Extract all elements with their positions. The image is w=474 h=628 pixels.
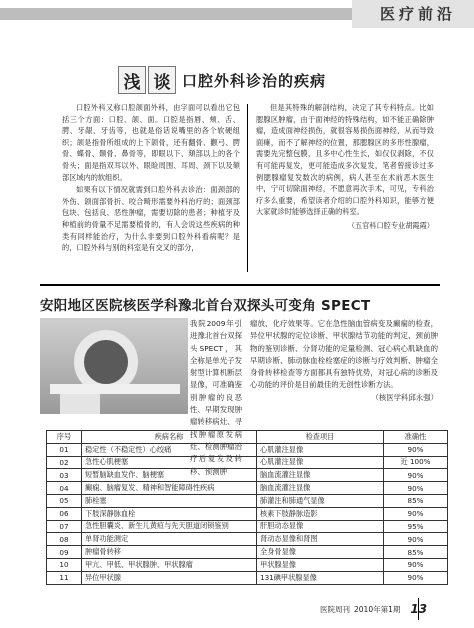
table-header-row bbox=[47, 431, 448, 444]
table-row bbox=[47, 507, 448, 520]
table-cell: 肿瘤骨转移 bbox=[82, 546, 257, 559]
table-cell: 90% bbox=[384, 558, 448, 571]
table-header-cell: 疾病名称 bbox=[82, 431, 257, 444]
news-intro-top bbox=[190, 318, 242, 476]
table-cell: 癫痫、脑瘤复发、精神和智能障碍性疾病 bbox=[82, 482, 257, 495]
news-headline: 安阳地区医院核医学科豫北首台双探头可变角 SPECT bbox=[40, 298, 371, 314]
table-cell: 心肌灌注显像 bbox=[257, 443, 384, 456]
table-row bbox=[47, 558, 448, 571]
table-cell: 稳定性（不稳定性）心绞痛 bbox=[82, 443, 257, 456]
table-cell: 05 bbox=[47, 494, 82, 507]
table-cell: 10 bbox=[47, 558, 82, 571]
table-cell: 90% bbox=[384, 482, 448, 495]
table-cell: 肺灌注和肺通气显像 bbox=[257, 494, 384, 507]
table-cell: 11 bbox=[47, 571, 82, 584]
table-cell: 短暂脑缺血发作、脑梗塞 bbox=[82, 469, 257, 482]
table-cell: 近 100% bbox=[384, 456, 448, 469]
table-cell: 07 bbox=[47, 520, 82, 533]
column-divider bbox=[247, 104, 248, 272]
section-title: 医疗前沿 bbox=[379, 5, 456, 23]
news-intro: 我院2009年引进豫北首台双探头SPECT，其全称是单光子发射型计算机断层显像，可准确鉴别肿瘤的良恶性、早期发现肿瘤转移病灶、寻找肿瘤原发病灶、检测肿瘤治疗后复发及转移、预测肿 bbox=[190, 319, 242, 476]
title-lead-char-1: 浅 bbox=[118, 66, 146, 94]
table-cell: 04 bbox=[47, 482, 82, 495]
table-cell: 异位甲状腺 bbox=[82, 571, 257, 584]
table-cell: 急性胆囊炎、新生儿黄疸与先天胆道闭锁鉴别 bbox=[82, 520, 257, 533]
table-cell: 心肌灌注显像 bbox=[257, 456, 384, 469]
table-row bbox=[47, 469, 448, 482]
table-cell: 90% bbox=[384, 469, 448, 482]
table-row bbox=[47, 571, 448, 584]
news-right-column bbox=[250, 318, 438, 404]
title-rest: 口腔外科诊治的疾病 bbox=[182, 71, 327, 90]
table-cell: 肺栓塞 bbox=[82, 494, 257, 507]
table-cell: 下肢深静脉血栓 bbox=[82, 507, 257, 520]
table-cell: 08 bbox=[47, 533, 82, 546]
table-row bbox=[47, 546, 448, 559]
table-cell: 肾动态显像和肾图 bbox=[257, 533, 384, 546]
spect-photo bbox=[40, 318, 188, 414]
table-header-cell: 检查项目 bbox=[257, 431, 384, 444]
header-bar bbox=[0, 0, 474, 28]
table-cell: 全身骨显像 bbox=[257, 546, 384, 559]
news-continuation: 瘤放、化疗效果等。它在急性脑血管病变及癫痫的检查，异位甲状腺的定位诊断、甲状腺结节功能的判定、颈前肿物的鉴别诊断、分肾功能的定量检测、冠心病心肌缺血的早期诊断、肺动脉血栓栓塞症的诊断与疗效判断、肿瘤全身骨转移检查等方面都具有独特优势，对冠心病的诊断及心功能的评价是目前最佳的无创性诊断方法。 bbox=[250, 319, 438, 390]
table-row bbox=[47, 482, 448, 495]
table-row bbox=[47, 443, 448, 456]
journal-name: 医院周刊 bbox=[320, 604, 350, 614]
table-cell: 06 bbox=[47, 507, 82, 520]
news-source: （核医学科邱永强） bbox=[371, 392, 438, 402]
article-paragraph: 口腔外科又称口腔颌面外科，由字面可以看出它包括三个方面：口腔、颌、面。口腔是指唇、颊、舌、腭、牙龈、牙齿等，也就是俗话说嘴里的各个软硬组织；颌是指骨所组成的上下颌骨，还有翻骨、颧弓、腭骨、蝶骨、颞骨、鼻骨等，即眼以下、頦部以上的各个骨头；面是指双耳以外、眼睑周围、耳周、颈下以及頦部区域内的软组织。 bbox=[62, 103, 240, 182]
table-cell: 85% bbox=[384, 546, 448, 559]
scanner-bed bbox=[50, 384, 180, 394]
article-paragraph: 但是其特殊的解剖结构，决定了其专科特点。比如腮腺区肿瘤，由于面神经的特殊结构，如不能正确除肿瘤，造成面神经损伤，就很容易损伤面神经，从而导致面瘫，而不了解神经的位置，那腮腺区的多形性腺瘤，需要先完整包膜，且多中心性生长，如仅仅剥除，不仅有可能再复发，更可能造成多次复发，笔者曾接诊过多例腮腺瘤复发数次的病例，病人甚至在术前恶木医生中，宁可切除面神经，不愿意再次手术，可见，专科治疗多么重要，希望读者介绍的口腔外科知识，能够方便大家就诊时能够选择正确的科室。 bbox=[256, 103, 434, 217]
diagnosis-table bbox=[46, 430, 448, 585]
table-cell: 脑血流灌注显像 bbox=[257, 482, 384, 495]
table-cell: 03 bbox=[47, 469, 82, 482]
title-lead-char-2: 谈 bbox=[148, 66, 176, 94]
article-source: （五官科口腔专业胡霞霞） bbox=[347, 220, 434, 230]
table-header-cell: 序号 bbox=[47, 431, 82, 444]
article-paragraph: 如果有以下情况就需到口腔外科去诊治：面颈部的外伤、颌面部骨折、咬合畸形需要外科治疗的；面颈部包块、包括良、恶性肿瘤，需要切除的患者；种植牙及种植前的骨量不足需要植骨的，有人会说这些疾病的种类有同样能治疗，为什么非要到口腔外科看病呢？是的，口腔外科与别的科室是有交叉的部分， bbox=[62, 185, 240, 253]
table-cell: 急性心肌梗塞 bbox=[82, 456, 257, 469]
table-cell: 09 bbox=[47, 546, 82, 559]
table-row bbox=[47, 533, 448, 546]
issue-label: 2010年第1期 bbox=[354, 604, 401, 614]
table-cell: 单肾功能测定 bbox=[82, 533, 257, 546]
table-cell: 甲状腺显像 bbox=[257, 558, 384, 571]
article-right-column bbox=[256, 102, 434, 233]
table-row bbox=[47, 520, 448, 533]
table-cell: 85% bbox=[384, 494, 448, 507]
table-cell: 90% bbox=[384, 507, 448, 520]
table-cell: 01 bbox=[47, 443, 82, 456]
table-row bbox=[47, 456, 448, 469]
table-cell: 甲亢、甲低、甲状腺肿、甲状腺瘤 bbox=[82, 558, 257, 571]
table-cell: 95% bbox=[384, 520, 448, 533]
table-row bbox=[47, 494, 448, 507]
section-divider bbox=[40, 284, 440, 286]
page-footer bbox=[320, 602, 427, 616]
page-number: 13 bbox=[410, 602, 428, 616]
table-cell: 131碘甲状腺显像 bbox=[257, 571, 384, 584]
article-left-column bbox=[62, 102, 240, 255]
table-cell: 02 bbox=[47, 456, 82, 469]
table-cell: 90% bbox=[384, 571, 448, 584]
table-header-cell: 准确性 bbox=[384, 431, 448, 444]
table-cell: 90% bbox=[384, 533, 448, 546]
table-cell: 90% bbox=[384, 443, 448, 456]
scanner-base bbox=[60, 394, 100, 414]
article-title bbox=[118, 66, 326, 94]
table-cell: 肝胆动态显像 bbox=[257, 520, 384, 533]
table-cell: 脑血流灌注显像 bbox=[257, 469, 384, 482]
table-cell: 核素下肢静脉造影 bbox=[257, 507, 384, 520]
